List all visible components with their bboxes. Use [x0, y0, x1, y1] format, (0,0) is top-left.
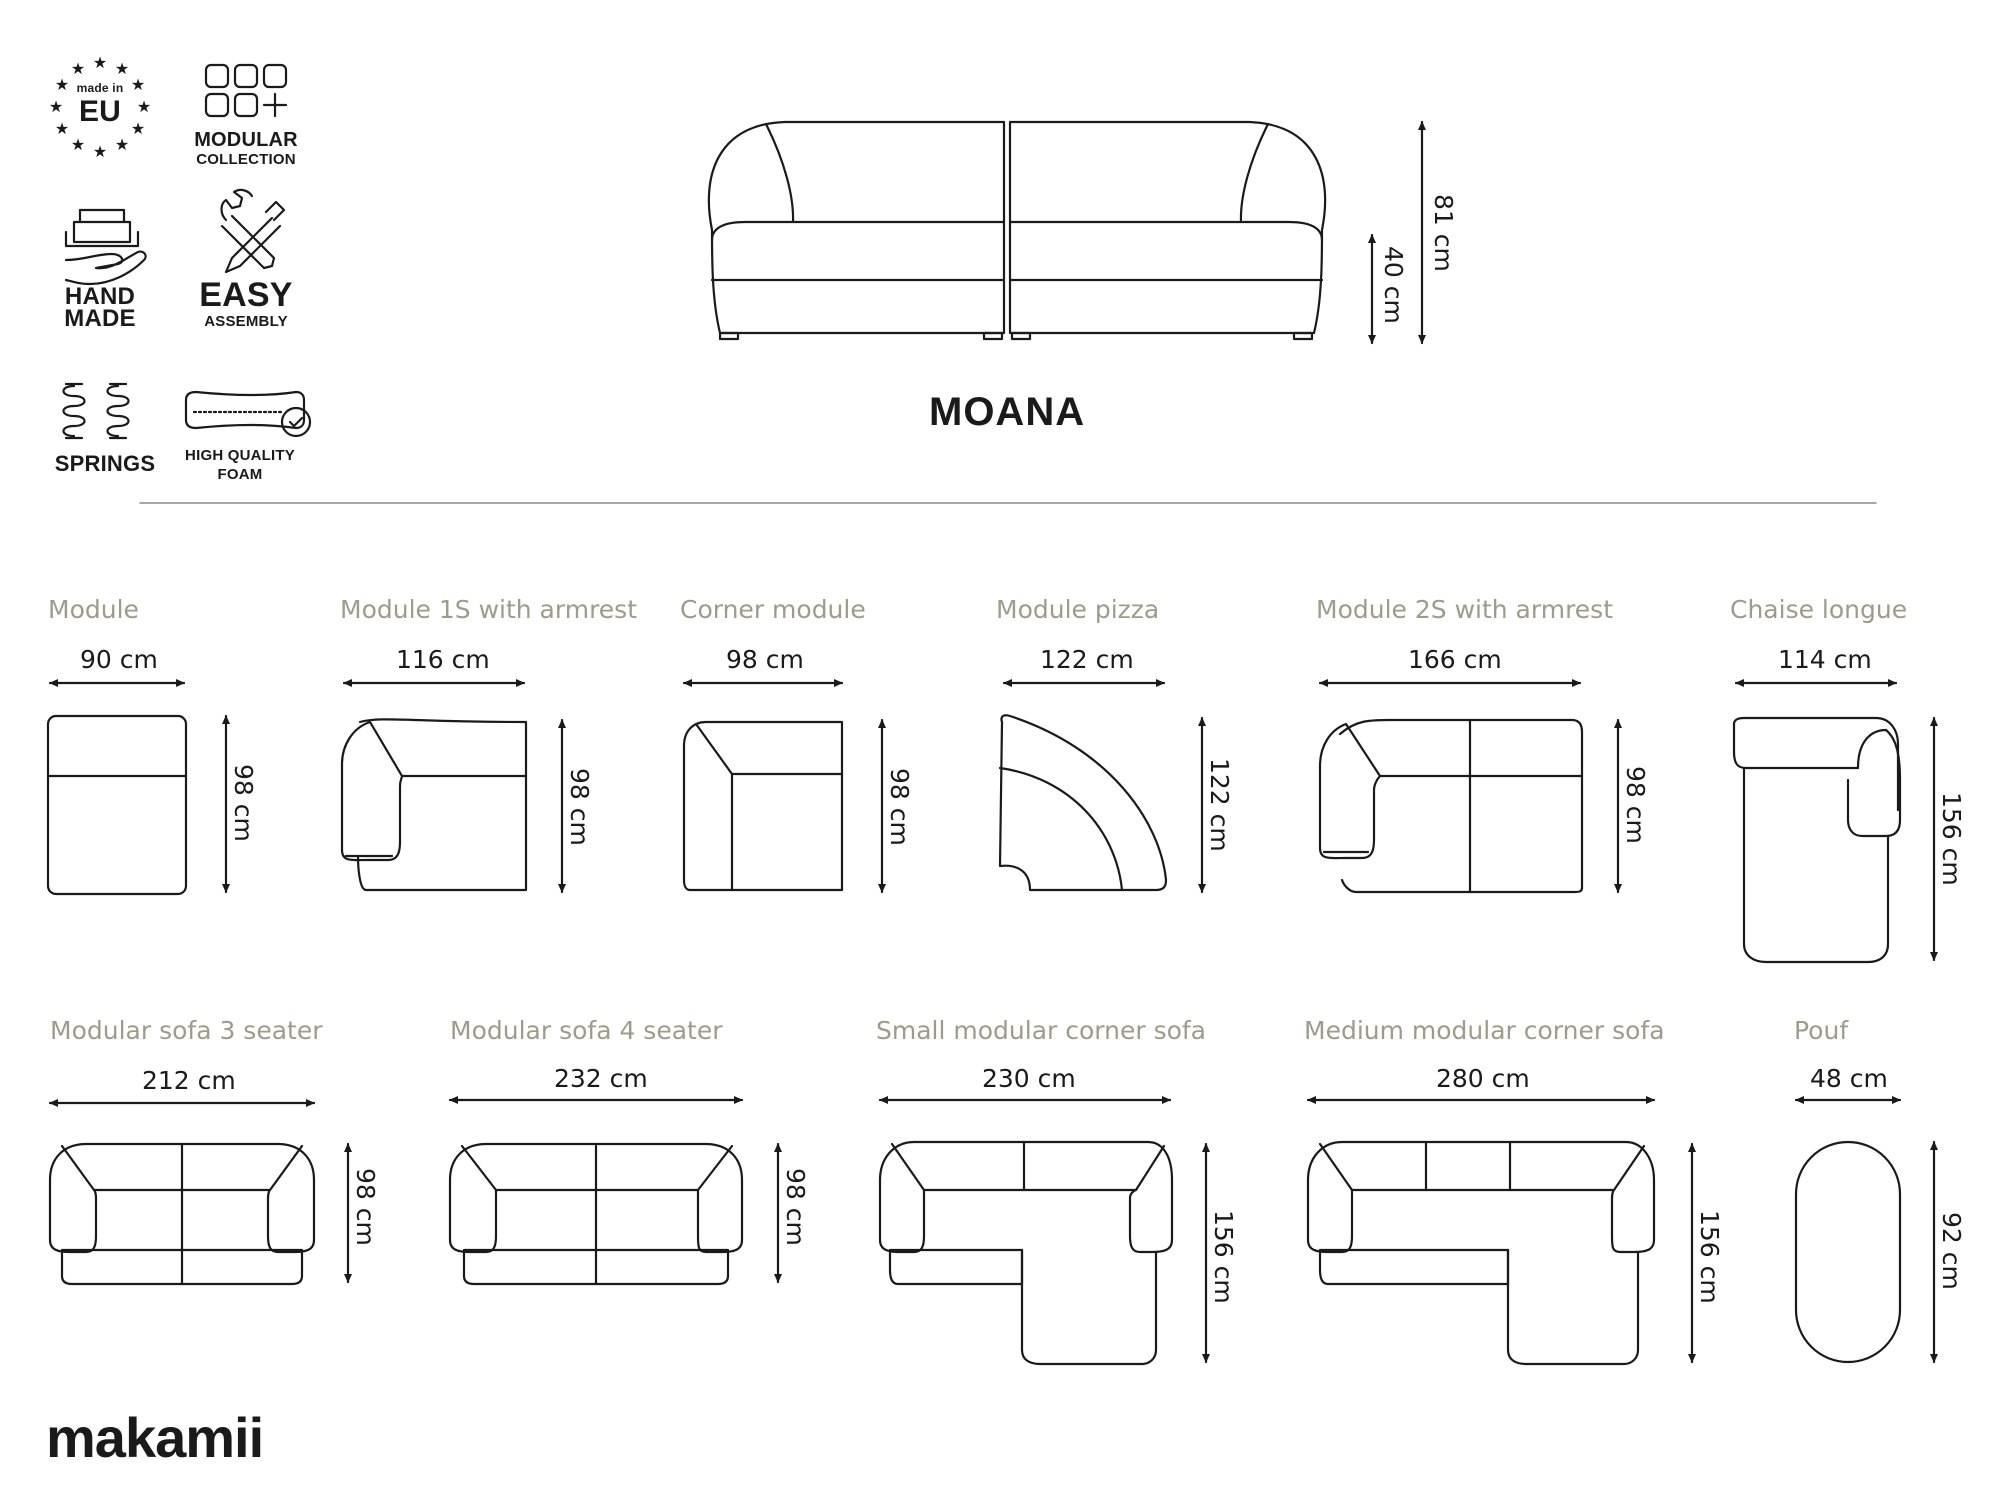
module-1s-depth: 98 cm — [565, 768, 594, 846]
chaise-longue-title: Chaise longue — [1730, 595, 1908, 624]
medium-corner-sofa-width: 280 cm — [1436, 1064, 1530, 1093]
badge-foam-line2: FOAM — [217, 466, 263, 483]
badge-foam-line1: HIGH QUALITY — [185, 447, 295, 464]
module-pizza-width: 122 cm — [1040, 645, 1134, 674]
foam-icon — [186, 392, 310, 436]
svg-text:★: ★ — [130, 121, 146, 138]
hand-sofa-icon — [66, 210, 146, 284]
sofa-4-seater-depth: 98 cm — [781, 1168, 810, 1246]
badge-easy-line2: ASSEMBLY — [204, 313, 288, 330]
svg-text:★: ★ — [130, 77, 146, 94]
module-pizza-title: Module pizza — [996, 595, 1160, 624]
chaise-longue-depth: 156 cm — [1937, 792, 1966, 886]
module-depth: 98 cm — [229, 764, 258, 842]
svg-text:★: ★ — [114, 61, 130, 78]
sofa-4-seater-drawing — [450, 1144, 742, 1284]
corner-module-depth: 98 cm — [885, 768, 914, 846]
badge-hand-line2: MADE — [64, 305, 136, 332]
pouf-drawing — [1796, 1142, 1900, 1362]
badge-easy-line1: EASY — [199, 276, 293, 314]
medium-corner-sofa-drawing — [1308, 1142, 1654, 1364]
brand-logo: makamii — [46, 1406, 264, 1469]
sofa-3-seater-depth: 98 cm — [351, 1168, 380, 1246]
sofa-3-seater-width: 212 cm — [142, 1066, 236, 1095]
modular-grid-icon — [206, 65, 286, 116]
tools-icon — [222, 190, 285, 272]
pouf-depth: 92 cm — [1937, 1212, 1966, 1290]
module-drawing — [48, 716, 186, 894]
medium-corner-sofa-depth: 156 cm — [1695, 1210, 1724, 1304]
badge-modular-line2: COLLECTION — [196, 151, 296, 168]
dim-label-height-seat: 40 cm — [1379, 246, 1408, 324]
svg-text:★: ★ — [136, 99, 152, 116]
module-1s-title: Module 1S with armrest — [340, 595, 638, 624]
small-corner-sofa-width: 230 cm — [982, 1064, 1076, 1093]
svg-text:★: ★ — [70, 61, 86, 78]
corner-module-width: 98 cm — [726, 645, 804, 674]
badge-eu-label: EU — [78, 95, 122, 128]
chaise-longue-width: 114 cm — [1778, 645, 1872, 674]
small-corner-sofa-title: Small modular corner sofa — [876, 1016, 1207, 1045]
module-title: Module — [48, 595, 139, 624]
svg-text:★: ★ — [54, 77, 70, 94]
module-1s-drawing — [342, 719, 526, 890]
small-corner-sofa-depth: 156 cm — [1209, 1210, 1238, 1304]
sofa-3-seater-drawing — [50, 1144, 314, 1284]
svg-text:★: ★ — [92, 55, 108, 72]
svg-text:★: ★ — [114, 137, 130, 154]
svg-text:★: ★ — [54, 121, 70, 138]
chaise-longue-drawing — [1734, 718, 1900, 962]
svg-text:★: ★ — [70, 137, 86, 154]
badge-hand-line1: HAND — [64, 283, 136, 310]
moana-front-view — [709, 122, 1325, 339]
product-name: MOANA — [929, 390, 1086, 434]
corner-module-drawing — [684, 722, 842, 890]
module-2s-title: Module 2S with armrest — [1316, 595, 1614, 624]
badge-springs-label: SPRINGS — [54, 451, 156, 476]
module-2s-drawing — [1320, 720, 1582, 892]
pouf-width: 48 cm — [1810, 1064, 1888, 1093]
corner-module-title: Corner module — [680, 595, 866, 624]
badge-modular-line1: MODULAR — [194, 129, 298, 151]
sofa-3-seater-title: Modular sofa 3 seater — [50, 1016, 323, 1045]
module-1s-width: 116 cm — [396, 645, 490, 674]
sofa-4-seater-width: 232 cm — [554, 1064, 648, 1093]
small-corner-sofa-drawing — [880, 1142, 1172, 1364]
medium-corner-sofa-title: Medium modular corner sofa — [1304, 1016, 1665, 1045]
module-2s-width: 166 cm — [1408, 645, 1502, 674]
module-pizza-drawing — [1000, 715, 1166, 890]
svg-text:★: ★ — [92, 144, 108, 161]
badge-made-in-label: made in — [76, 81, 124, 95]
svg-text:★: ★ — [48, 99, 64, 116]
sofa-4-seater-title: Modular sofa 4 seater — [450, 1016, 723, 1045]
module-pizza-depth: 122 cm — [1205, 758, 1234, 852]
module-2s-depth: 98 cm — [1621, 766, 1650, 844]
springs-icon — [64, 384, 129, 438]
pouf-title: Pouf — [1794, 1016, 1849, 1045]
dim-label-height-total: 81 cm — [1429, 194, 1458, 272]
module-width: 90 cm — [80, 645, 158, 674]
